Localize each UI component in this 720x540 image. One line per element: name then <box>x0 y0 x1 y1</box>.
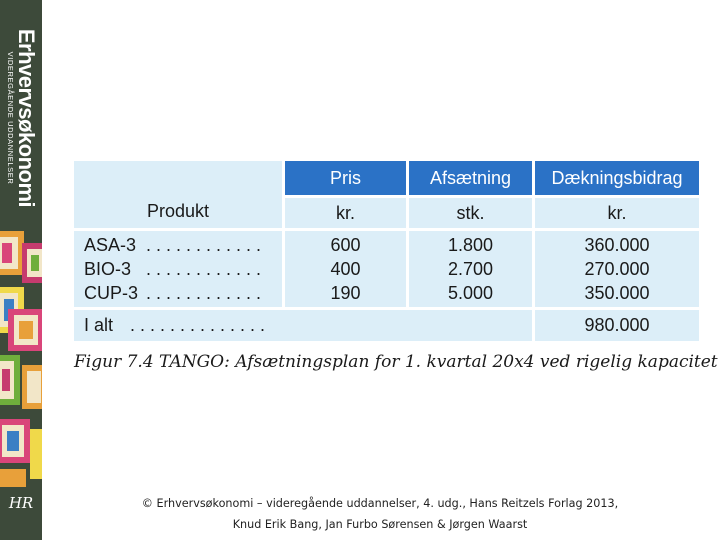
price-values: 600 400 190 <box>285 231 406 307</box>
decorative-pattern <box>0 225 42 487</box>
total-row: I alt . . . . . . . . . . . . . . <box>74 310 532 341</box>
sidebar <box>0 0 42 540</box>
contribution-values: 360.000 270.000 350.000 <box>535 231 699 307</box>
publisher-logo: HR <box>8 494 34 512</box>
sales-values: 1.800 2.700 5.000 <box>409 231 532 307</box>
table-row: BIO-3 . . . . . . . . . . . . <box>84 259 262 279</box>
table-row: CUP-3 . . . . . . . . . . . . <box>84 283 262 303</box>
brand-logo <box>5 29 37 207</box>
total-contribution: 980.000 <box>535 310 699 341</box>
product-header <box>74 161 282 228</box>
product-list <box>74 231 282 307</box>
copyright-footer <box>100 493 660 535</box>
figure-caption: Figur 7.4 TANGO: Afsætningsplan for 1. kvartal 20x4 ved rigelig kapacitet <box>74 352 718 372</box>
brand-name: Erhvervsøkonomi <box>14 28 39 208</box>
price-unit: kr. <box>285 198 406 228</box>
sales-header: Afsætning <box>409 161 532 195</box>
contribution-unit: kr. <box>535 198 699 228</box>
footer-line-2: Knud Erik Bang, Jan Furbo Sørensen & Jørgen Waarst <box>232 518 528 531</box>
product-header-label: Produkt <box>146 201 210 221</box>
price-header: Pris <box>285 161 406 195</box>
contribution-header: Dækningsbidrag <box>535 161 699 195</box>
table-row: ASA-3 . . . . . . . . . . . . <box>84 235 262 255</box>
footer-line-1: © Erhvervsøkonomi – videregående uddannelser, 4. udg., Hans Reitzels Forlag 2013, <box>141 497 619 510</box>
sales-unit: stk. <box>409 198 532 228</box>
brand-subtitle: VIDEREGÅENDE UDDANNELSER <box>6 51 15 185</box>
total-label: I alt <box>84 315 114 335</box>
